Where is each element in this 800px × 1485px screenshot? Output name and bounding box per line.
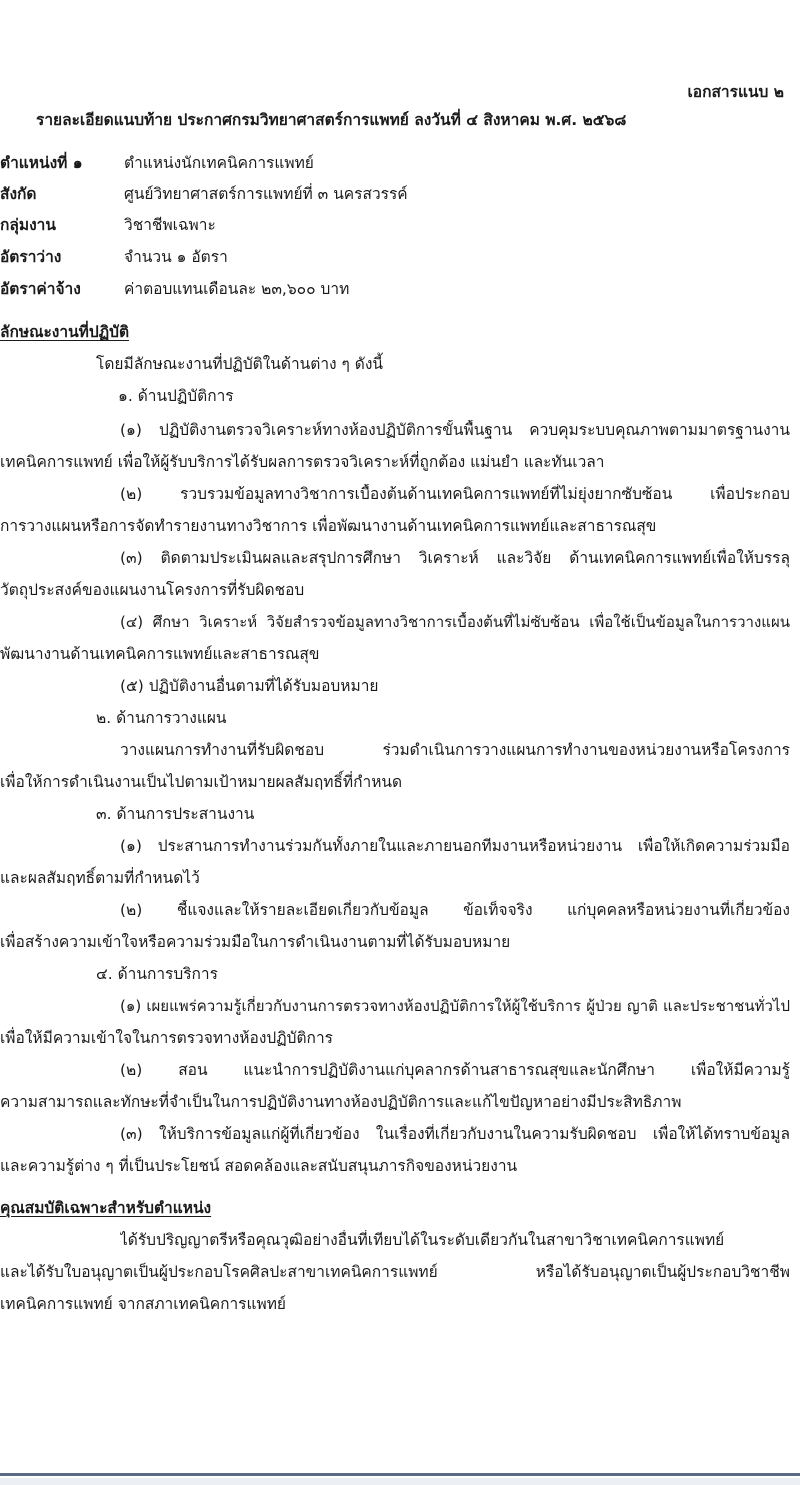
duty-item-line: (๒) รวบรวมข้อมูลทางวิชาการเบื้องต้นด้านเทคนิคการแพทย์ที่ไม่ยุ่งยากซับซ้อน เพื่อประกอบ (120, 485, 790, 503)
position-value: ตำแหน่งนักเทคนิคการแพทย์ (124, 154, 314, 172)
duty-item-line: (๒) ชี้แจงและให้รายละเอียดเกี่ยวกับข้อมูล ข้อเท็จจริง แก่บุคคลหรือหน่วยงานที่เกี่ยวข้อง (120, 901, 790, 919)
section-title: ๑. ด้านปฏิบัติการ (118, 387, 234, 405)
duty-item-line: (๒) สอน แนะนำการปฏิบัติงานแก่บุคลากรด้านสาธารณสุขและนักศึกษา เพื่อให้มีความรู้ (120, 1061, 790, 1079)
section-title: ๒. ด้านการวางแผน (96, 709, 227, 727)
affiliation-value: ศูนย์วิทยาศาสตร์การแพทย์ที่ ๓ นครสวรรค์ (124, 185, 408, 203)
duty-item-line: เพื่อให้มีความเข้าใจในการตรวจทางห้องปฏิบัติการ (0, 1029, 333, 1047)
duty-item-line: (๓) ให้บริการข้อมูลแก่ผู้ที่เกี่ยวข้อง ในเรื่องที่เกี่ยวกับงานในความรับผิดชอบ เพื่อให้ได้ทราบข้อมูล (120, 1125, 790, 1143)
salary-value: ค่าตอบแทนเดือนละ ๒๓,๖๐๐ บาท (124, 280, 350, 298)
document-title: รายละเอียดแนบท้าย ประกาศกรมวิทยาศาสตร์การแพทย์ ลงวันที่ ๔ สิงหาคม พ.ศ. ๒๕๖๘ (36, 111, 627, 129)
annex-label: เอกสารแนบ ๒ (687, 83, 784, 101)
duty-item-line: (๑) ปฏิบัติงานตรวจวิเคราะห์ทางห้องปฏิบัติการขั้นพื้นฐาน ควบคุมระบบคุณภาพตามมาตรฐานงาน (120, 421, 790, 439)
duty-item-line: (๕) ปฏิบัติงานอื่นตามที่ได้รับมอบหมาย (120, 677, 379, 695)
duty-item-line: และผลสัมฤทธิ์ตามที่กำหนดไว้ (0, 869, 200, 887)
duties-heading: ลักษณะงานที่ปฏิบัติ (0, 323, 130, 341)
salary-label: อัตราค่าจ้าง (0, 280, 81, 298)
duty-item-line: ความสามารถและทักษะที่จำเป็นในการปฏิบัติงานทางห้องปฏิบัติการและแก้ไขปัญหาอย่างมีประสิทธิภาพ (0, 1093, 682, 1111)
vacancy-label: อัตราว่าง (0, 248, 62, 266)
work-group-value: วิชาชีพเฉพาะ (124, 216, 216, 234)
duty-item-line: เทคนิคการแพทย์ เพื่อให้ผู้รับบริการได้รับผลการตรวจวิเคราะห์ที่ถูกต้อง แม่นยำ และทันเวลา (0, 453, 605, 471)
duty-item-line: วัตถุประสงค์ของแผนงานโครงการที่รับผิดชอบ (0, 581, 305, 599)
qualification-line: เทคนิคการแพทย์ จากสภาเทคนิคการแพทย์ (0, 1295, 287, 1313)
duty-item-line: (๑) ประสานการทำงานร่วมกันทั้งภายในและภายนอกทีมงานหรือหน่วยงาน เพื่อให้เกิดความร่วมมือ (120, 837, 790, 855)
qualification-line: และได้รับใบอนุญาตเป็นผู้ประกอบโรคศิลปะสาขาเทคนิคการแพทย์ หรือได้รับอนุญาตเป็นผู้ประกอบวิชาชีพ (0, 1263, 790, 1281)
duty-item-line: (๓) ติดตามประเมินผลและสรุปการศึกษา วิเคราะห์ และวิจัย ด้านเทคนิคการแพทย์เพื่อให้บรรลุ (120, 549, 790, 567)
duty-item-line: และความรู้ต่าง ๆ ที่เป็นประโยชน์ สอดคล้องและสนับสนุนภารกิจของหน่วยงาน (0, 1157, 518, 1175)
bottom-border (0, 1478, 800, 1485)
duty-item-line: การวางแผนหรือการจัดทำรายงานทางวิชาการ เพื่อพัฒนางานด้านเทคนิคการแพทย์และสาธารณสุข (0, 517, 657, 535)
qualifications-heading: คุณสมบัติเฉพาะสำหรับตำแหน่ง (0, 1199, 212, 1217)
section-title: ๔. ด้านการบริการ (96, 965, 218, 983)
duty-item-line: พัฒนางานด้านเทคนิคการแพทย์และสาธารณสุข (0, 645, 320, 663)
qualification-line: ได้รับปริญญาตรีหรือคุณวุฒิอย่างอื่นที่เทียบได้ในระดับเดียวกันในสาขาวิชาเทคนิคการแพทย์ (120, 1231, 725, 1249)
affiliation-label: สังกัด (0, 185, 37, 203)
bottom-divider (0, 1473, 800, 1476)
work-group-label: กลุ่มงาน (0, 216, 56, 234)
duty-item-line: (๔) ศึกษา วิเคราะห์ วิจัยสำรวจข้อมูลทางวิชาการเบื้องต้นที่ไม่ซับซ้อน เพื่อใช้เป็นข้อมูลในการวางแผน (120, 613, 790, 631)
duty-item-line: เพื่อสร้างความเข้าใจหรือความร่วมมือในการดำเนินงานตามที่ได้รับมอบหมาย (0, 933, 511, 951)
duties-intro: โดยมีลักษณะงานที่ปฏิบัติในด้านต่าง ๆ ดังนี้ (96, 355, 384, 373)
position-label: ตำแหน่งที่ ๑ (0, 154, 83, 172)
duty-item-line: (๑) เผยแพร่ความรู้เกี่ยวกับงานการตรวจทางห้องปฏิบัติการให้ผู้ใช้บริการ ผู้ป่วย ญาติ และประชาชนทั่วไป (120, 997, 790, 1015)
duty-item-line: วางแผนการทำงานที่รับผิดชอบ ร่วมดำเนินการวางแผนการทำงานของหน่วยงานหรือโครงการ (120, 741, 790, 759)
section-title: ๓. ด้านการประสานงาน (96, 805, 255, 823)
vacancy-value: จำนวน ๑ อัตรา (124, 248, 228, 266)
duty-item-line: เพื่อให้การดำเนินงานเป็นไปตามเป้าหมายผลสัมฤทธิ์ที่กำหนด (0, 773, 403, 791)
